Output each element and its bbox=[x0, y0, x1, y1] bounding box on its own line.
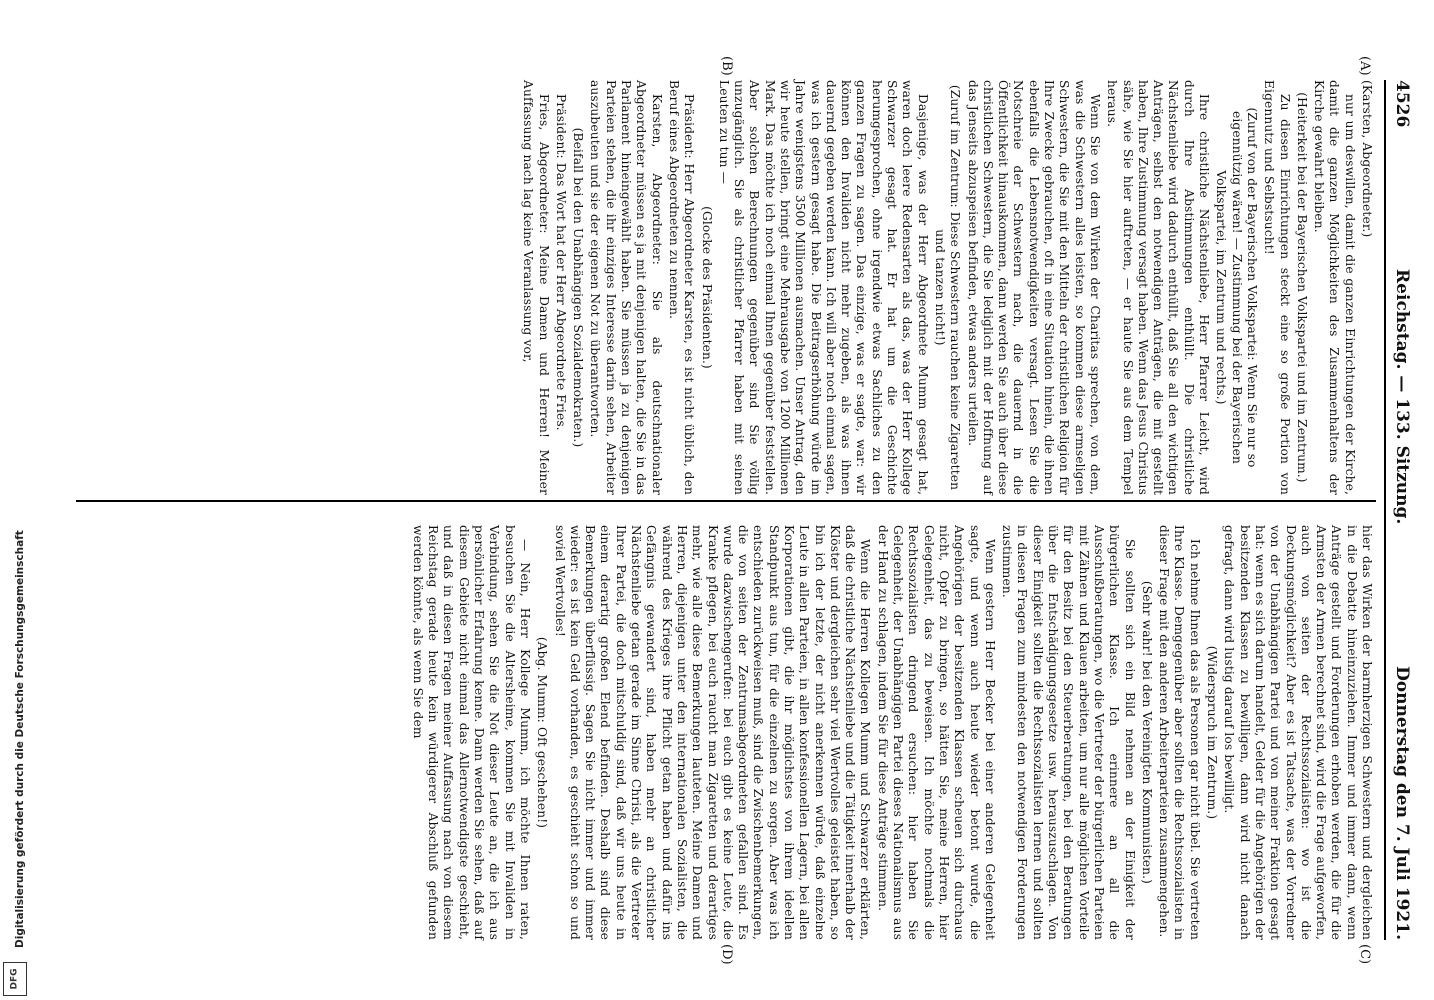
paragraph: (Abg. Mumm: Oft geschehen!) bbox=[535, 636, 550, 829]
paragraph: (Zuruf im Zentrum: Diese Schwestern rauchen keine Zigaretten und tanzen nicht!) bbox=[932, 84, 963, 491]
paragraph: Wenn gestern Herr Becker bei einer anderen Gelegenheit sagte, und wenn auch heute wieder betont wurde, die Angehörigen der besitzenden Klassen scheuen sich durchaus nicht, Opfer zu bringen, so hätten Sie, meine Herren, hier Gelegenheit, das zu beweisen. Ich möchte nochmals die Rechtssozialisten dringend ersuchen: hier haben Sie Gelegenheit, der Unabhängigen Partei dieses Nationalismus aus der Hand zu schlagen, indem Sie für diese Anträge stimmen. bbox=[875, 525, 997, 940]
paragraph: hier das Wirken der barmherzigen Schwestern und dergleichen in die Debatte hineinzuziehen. Immer und immer dann, wenn Anträge gestellt und Forderungen erhoben werden, die für die Armsten der Armen berechnet sind, wird die Frage aufgeworfen, auch von seiten der Rechtssozialisten: wo ist die Deckungsmöglichkeit? Aber es ist Tatsache, was der Vorredner von der Unabhängigen Partei und von meiner Fraktion gesagt hat: wenn es sich darum handelt, Gelder für die Angehörigen der besitzenden Klassen zu bewilligen, dann wird nicht danach gefragt, dann wird lustig darauf los bewilligt. bbox=[1222, 525, 1374, 940]
page-header bbox=[1384, 80, 1418, 940]
paragraph: Wenn die Herren Kollegen Mumm und Schwarzer erklärten, daß die christliche Nächstenliebe und die Tätigkeit innerhalb der Klöster und dergleichen sehr viel Wertvolles geleistet haben, so bin ich der letzte, der nicht anerkennen würde, daß einzelne Leute in allen Parteien, in allen konfessionellen Lagern, bei allen Korporationen gibt, die ihr möglichstes von ihrem ideellen Standpunkt aus tun, für die einzelnen zu sorgen. Aber was ich entschieden zurückweisen muß, sind die Zwischenbemerkungen, die von seiten der Zentrumsabgeordneten gefallen sind. Es wurde dazwischengerufen: bei euch gibt es keine Leute, die Kranke pflegen, bei euch raucht man Zigaretten und derartiges mehr, wie alle diese Bemerkungen lauteten. Meine Damen und Herren, diejenigen unter den internationalen Sozialisten, die während des Krieges ihre Pflicht getan haben und dafür ins Gefängnis gewandert sind, haben mehr an christlicher Nächstenliebe getan gerade im Sinne Christi, als die Vertreter Ihrer Partei, die doch mitschuldig sind, daß wir uns heute in einem derartig großen Elend befinden. Deshalb sind diese Bemerkungen überflüssig. Sagen Sie nicht immer und immer wieder: es ist kein Geld vorhanden, es geschieht schon so und soviel Wertvolles! bbox=[552, 525, 873, 940]
dfg-logo-text: DFG bbox=[9, 968, 20, 990]
left-text-column bbox=[518, 80, 1374, 495]
margin-marker-d: (D) bbox=[719, 944, 734, 965]
paragraph: Fries, Abgeordneter: Meine Damen und Herren! Meiner Auffassung nach lag keine Veranlassung vor, bbox=[521, 80, 551, 495]
margin-marker-a: (A) bbox=[1357, 56, 1372, 76]
paragraph: Präsident: Herr Abgeordneter Karsten, es ist nicht üblich, den Beruf eines Abgeordneten zu nennen. bbox=[666, 80, 697, 495]
paragraph: Präsident: Das Wort hat der Herr Abgeordnete Fries. bbox=[553, 94, 568, 431]
paragraph: Sie sollten sich ein Bild nehmen an der Einigkeit der bürgerlichen Klasse. Ich erinnere an all die Ausschußberatungen, wo die Vertreter der bürgerlichen Parteien mit Zähnen und Klauen arbeiten, um nur alle möglichen Vorteile für den Besitz bei den Steuerberatungen, bei den Beratungen über die Entschädigungsgesetze usw. herauszuschlagen. Von dieser Einigkeit sollten die Rechtssozialisten lernen und sollten in diesen Fragen zum mindesten den notwendigen Forderungen zustimmen. bbox=[1000, 525, 1137, 940]
session-title: Reichstag. — 133. Sitzung. bbox=[1392, 269, 1412, 525]
paragraph: Dasjenige, was der Herr Abgeordnete Mumm gesagt hat, waren doch leere Redensarten als das, was der Herr Kollege Schwarzer gesagt hat. Er hat um die Geschichte herumgesprochen, ohne irgendwie etwas Sachliches zu den ganzen Fragen zu sagen. Das einzige, was er sagte, war: wir können den Invaliden nicht mehr zugeben, als was ihnen dauernd gegeben werden kann. Ich will aber noch einmal sagen, was ich gestern gesagt habe. Die Beitragserhöhung würde im Jahre wenigstens 3500 Millionen ausmachen. Unser Antrag, den wir heute stellen, bringt eine Mehrausgabe von 1200 Millionen Mark. Das möchte ich noch einmal Ihnen gegenüber feststellen. Aber solchen Berechnungen gegenüber sind Sie völlig unzugänglich. Sie als christlicher Pfarrer haben mit seinen Leuten zu tun — bbox=[716, 80, 930, 495]
paragraph: (Glocke des Präsidenten.) bbox=[699, 206, 714, 369]
dfg-logo bbox=[3, 962, 27, 996]
paragraph: (Heiterkeit bei der Bayerischen Volkspartei und im Zentrum.) bbox=[1294, 92, 1309, 483]
paragraph: (Beifall bei den Unabhängigen Sozialdemokraten.) bbox=[571, 127, 586, 448]
session-date: Donnerstag den 7. Juli 1921. bbox=[1392, 666, 1412, 940]
margin-marker-b: (B) bbox=[719, 56, 734, 76]
page-number: 4526 bbox=[1392, 80, 1412, 128]
paragraph: (Zuruf von der Bayerischen Volkspartei: Wenn Sie nur so eigennützig wären! — Zustimmung bei der Bayerischen Volkspartei, im Zentrum und rechts.) bbox=[1214, 107, 1259, 468]
paragraph: (Karsten, Abgeordneter.) bbox=[1360, 80, 1374, 238]
digitization-credit bbox=[0, 0, 28, 1000]
paragraph: (Widerspruch im Zentrum.) bbox=[1205, 645, 1220, 820]
paragraph: Zu diesen Einrichtungen steckt eine so große Portion von Eigennutz und Selbstsucht! bbox=[1262, 80, 1292, 495]
margin-marker-c: (C) bbox=[1357, 944, 1372, 965]
credit-text: Digitalisierung gefördert durch die Deutsche Forschungsgemeinschaft bbox=[14, 530, 26, 948]
paragraph: — Nein, Herr Kollege Mumm, ich möchte Ihnen raten, besuchen Sie die Altersheime, kommen Sie mit Invaliden in Verbindung, sehen Sie die Not dieser Leute an, die ich aus persönlicher Erfahrung kenne. Dann werden Sie sehen, daß auf diesem Gebiete nicht einmal das Allernotwendigste geschieht, und daß in diesen Fragen meiner Auffassung nach von diesem Reichstag gerade heute kein würdigerer Abschluß gefunden werden könnte, als wenn Sie dem bbox=[410, 525, 532, 940]
paragraph: Wenn Sie von dem Wirken der Charitas sprechen, von dem, was die Schwestern alles leisten, so kommen diese armseligen Schwestern, die Sie mit den Mitteln der christlichen Religion für Ihre Zwecke gebrauchen, oft in eine Situation hinein, die ihnen ebenfalls die Lebensnotwendigkeiten versagt. Lesen Sie die Notschreie der Schwestern nach, die dauernd in die Öffentlichkeit hinauskommen, dann werden Sie auch über diese christlichen Schwestern, die Sie lediglich mit der Hoffnung auf das Jenseits abzuspeisen befinden, etwas anders urteilen. bbox=[965, 80, 1102, 495]
paragraph: nur um deswillen, damit die ganzen Einrichtungen der Kirche, damit die ganzen Möglichkeiten des Zusammenhaltens der Kirche gewahrt bleiben. bbox=[1312, 80, 1357, 495]
paragraph: Ich nehme Ihnen das als Personen gar nicht übel. Sie vertreten Ihre Klasse. Demgegenüber aber sollten die Rechtssozialisten in dieser Frage mit den anderen Arbeiterparteien zusammengehen. bbox=[1157, 525, 1202, 940]
column-divider bbox=[76, 500, 1376, 502]
paragraph: Karsten, Abgeordneter: Sie als deutschnationaler Abgeordneter müssen es ja mit denjenigen halten, die Sie in das Parlament hineingewählt haben. Sie müssen ja zu denjenigen Parteien stehen, die ihr einziges Interesse darin sehen, Arbeiter auszubeuten und sie der eigenen Not zu überantworten. bbox=[588, 80, 664, 495]
paragraph: Ihre christliche Nächstenliebe, Herr Pfarrer Leicht, wird durch Ihre Abstimmungen enthüllt. Die christliche Nächstenliebe wird dadurch enthüllt, daß Sie all den wichtigen Anträgen, selbst den notwendigen Anträgen, die mit gestellt haben, Ihre Zustimmung versagt haben. Wenn das Jesus Christus sähe, wie Sie hier auftreten, — er haute Sie aus dem Tempel heraus. bbox=[1105, 80, 1212, 495]
right-text-column bbox=[408, 525, 1374, 940]
paragraph: (Sehr wahr! bei den Vereinigten Kommunisten.) bbox=[1139, 580, 1154, 885]
